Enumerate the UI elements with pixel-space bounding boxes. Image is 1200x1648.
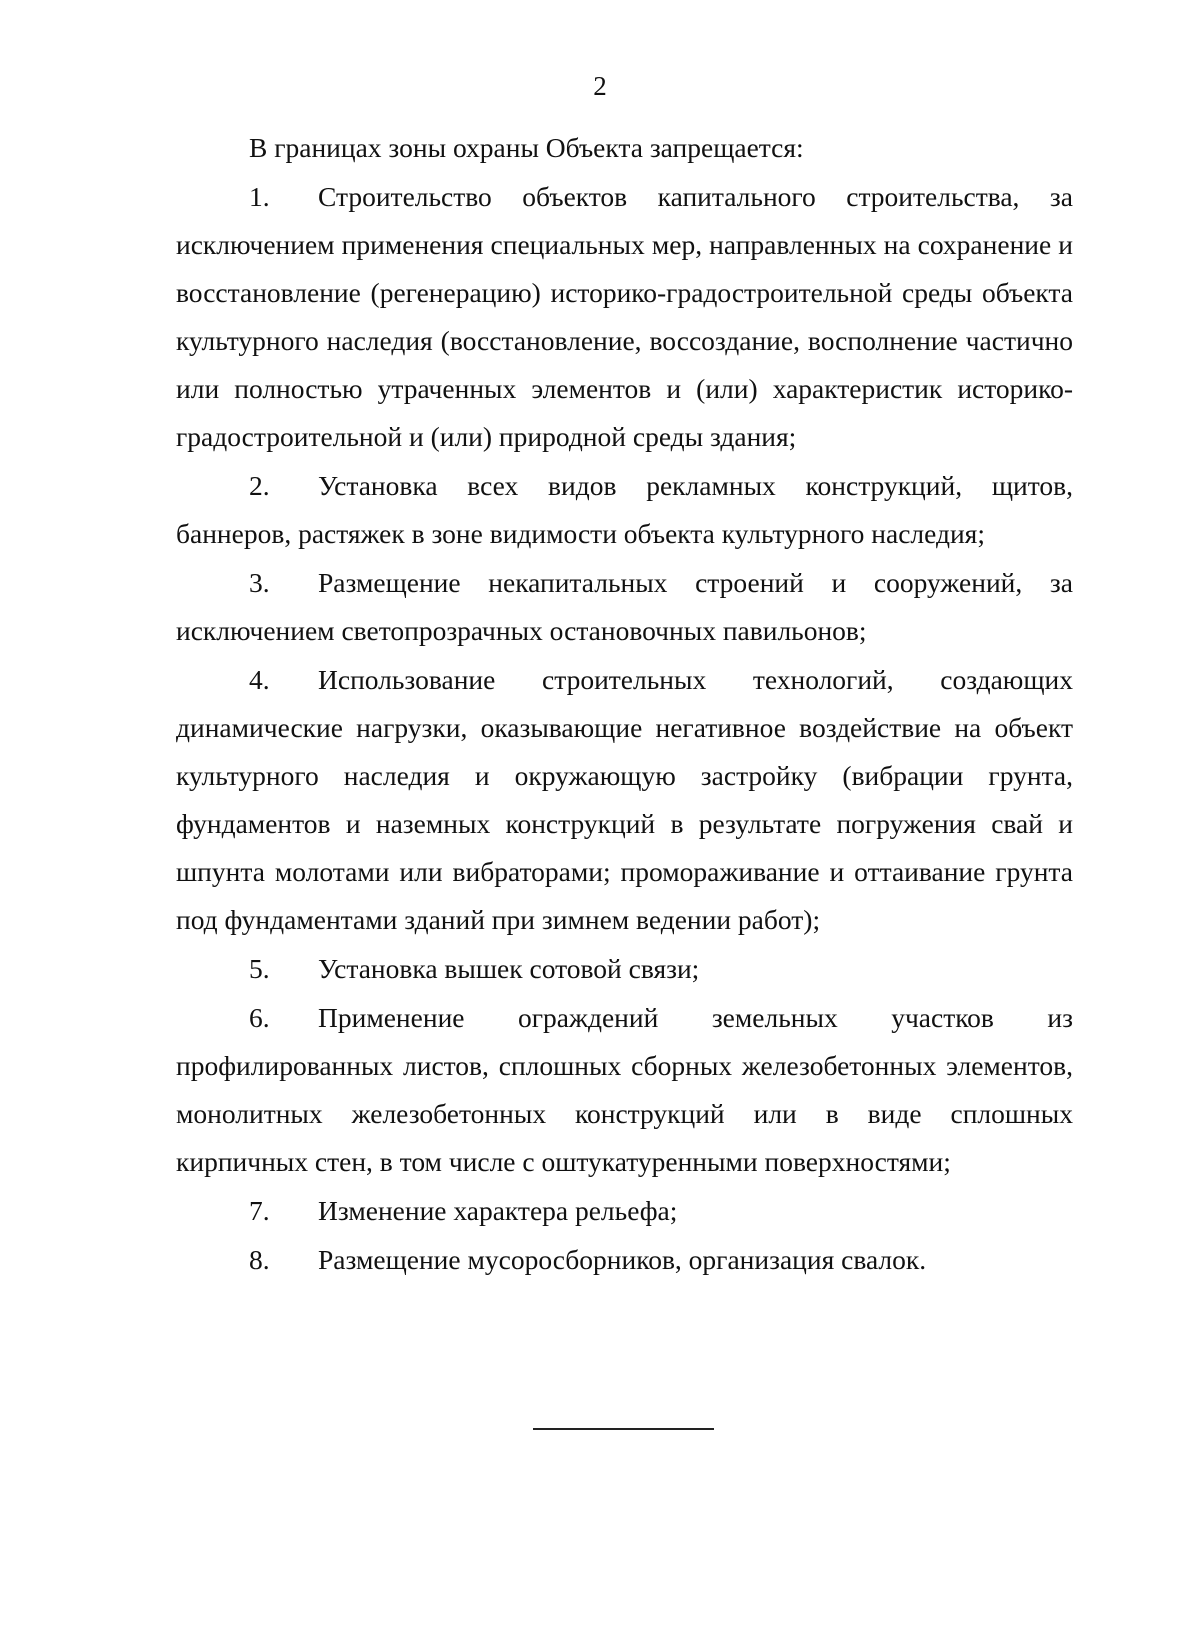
list-item-number: 1. [249, 181, 270, 212]
list-item [176, 1187, 1073, 1235]
list-item [176, 173, 1073, 461]
list-item-text: Размещение некапитальных строений и сооружений, за исключением светопрозрачных остановочных павильонов; [176, 567, 1073, 646]
list-item [176, 462, 1073, 558]
page-number: 2 [593, 71, 607, 101]
list-item-text: Размещение мусоросборников, организация свалок. [318, 1244, 927, 1275]
list-item-number: 7. [249, 1195, 270, 1226]
list-item-number: 8. [249, 1244, 270, 1275]
closing-divider-line [533, 1428, 714, 1430]
document-body [176, 124, 1073, 1285]
list-item-number: 2. [249, 470, 270, 501]
list-item [176, 1236, 1073, 1284]
list-item-number: 6. [249, 1002, 270, 1033]
list-item-text: Применение ограждений земельных участков из профилированных листов, сплошных сборных железобетонных элементов, монолитных железобетонных конструкций или в виде сплошных кирпичных стен, в том числе с оштукатуренными поверхностями; [176, 1002, 1073, 1177]
list-item-number: 4. [249, 664, 270, 695]
list-item-text: Установка всех видов рекламных конструкций, щитов, баннеров, растяжек в зоне видимости объекта культурного наследия; [176, 470, 1073, 549]
list-item-text: Установка вышек сотовой связи; [318, 953, 700, 984]
list-item [176, 994, 1073, 1186]
list-item-number: 3. [249, 567, 270, 598]
list-item-text: Строительство объектов капитального строительства, за исключением применения специальных мер, направленных на сохранение и восстановление (регенерацию) историко-градостроительной среды объекта культурного наследия (восстановление, воссоздание, восполнение частично или полностью утраченных элементов и (или) характеристик историко-градостроительной и (или) природной среды здания; [176, 181, 1073, 452]
list-item-text: Изменение характера рельефа; [318, 1195, 678, 1226]
list-item-text: Использование строительных технологий, создающих динамические нагрузки, оказывающие негативное воздействие на объект культурного наследия и окружающую застройку (вибрации грунта, фундаментов и наземных конструкций в результате погружения свай и шпунта молотами или вибраторами; промораживание и оттаивание грунта под фундаментами зданий при зимнем ведении работ); [176, 664, 1073, 935]
list-item [176, 559, 1073, 655]
list-item-number: 5. [249, 953, 270, 984]
list-item [176, 945, 1073, 993]
list-item [176, 656, 1073, 944]
intro-paragraph: В границах зоны охраны Объекта запрещается: [249, 132, 804, 163]
